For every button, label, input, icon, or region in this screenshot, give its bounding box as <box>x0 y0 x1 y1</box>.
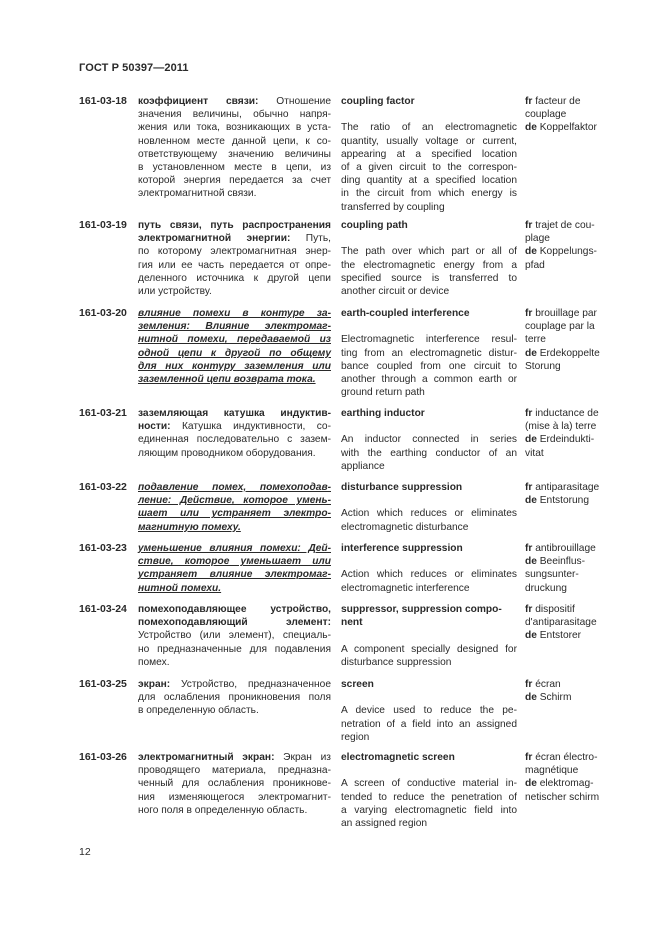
russian-text: Путь, <box>305 233 331 245</box>
english-line: tended to reduce the penetration of <box>341 791 517 803</box>
russian-line: проводящего материала, предназна- <box>138 765 331 777</box>
english-line: netration of a field into an assigned <box>341 718 517 730</box>
russian-line <box>138 407 331 420</box>
english-line: region <box>341 731 370 743</box>
english-line: appearing at a specified location <box>341 148 517 160</box>
english-line: A screen of conductive material in- <box>341 778 517 790</box>
term-number: 161-03-26 <box>79 751 127 763</box>
english-definition <box>341 307 517 399</box>
russian-line: единенная последовательно с зазем- <box>138 434 331 446</box>
equivalent-line <box>525 791 637 804</box>
russian-line <box>138 678 331 691</box>
language-code: de <box>525 122 537 134</box>
russian-text: Устройство (или элемент), специаль- <box>138 630 331 642</box>
russian-line: для ослабления проникновения поля <box>138 692 331 704</box>
english-line: another circuit or device <box>341 286 450 297</box>
english-term: suppressor, suppression compo- <box>341 604 502 615</box>
russian-definition <box>138 678 331 718</box>
russian-term: электромагнитной энергии: <box>138 233 291 245</box>
english-line: an assigned region <box>341 818 428 829</box>
equivalent-term: écran <box>535 679 561 690</box>
english-definition <box>341 407 517 473</box>
language-code: de <box>525 495 537 507</box>
equivalent-line <box>525 678 637 691</box>
equivalent-line <box>525 219 637 232</box>
russian-definition <box>138 481 331 534</box>
standard-header: ГОСТ Р 50397—2011 <box>79 62 189 74</box>
equivalent-line <box>525 629 637 642</box>
foreign-equivalents <box>525 603 637 643</box>
russian-line <box>138 751 331 764</box>
russian-line: в определенную область. <box>138 705 259 717</box>
spacer <box>341 232 517 245</box>
equivalent-term: Koppelfaktor <box>539 122 597 134</box>
equivalent-line <box>525 407 637 420</box>
russian-line: по которому электромагнитная энер- <box>138 246 331 258</box>
language-code: fr <box>525 408 533 419</box>
russian-text: Экран из <box>283 752 331 763</box>
term-number: 161-03-24 <box>79 603 127 615</box>
equivalent-line <box>525 542 637 555</box>
spacer <box>341 320 517 333</box>
page-number: 12 <box>79 846 91 858</box>
foreign-equivalents <box>525 481 637 507</box>
russian-line: или устройству. <box>138 286 212 298</box>
english-definition <box>341 603 517 669</box>
language-code: de <box>525 630 537 642</box>
english-line: The path over which part or all of <box>341 246 517 258</box>
equivalent-line <box>525 232 637 245</box>
russian-line: одной цепи к другой по общему <box>138 347 331 359</box>
language-code: fr <box>525 604 533 615</box>
equivalent-term: brouillage par <box>535 308 597 319</box>
russian-line: но предназначенные для подавления <box>138 643 331 655</box>
english-line: disturbance suppression <box>341 656 452 668</box>
english-line: Electromagnetic interference resul- <box>341 334 517 346</box>
equivalent-line <box>525 307 637 320</box>
language-code: fr <box>525 679 533 690</box>
equivalent-line <box>525 616 637 629</box>
english-term: earth-coupled interference <box>341 308 470 319</box>
english-line: A component specially designed for <box>341 643 517 655</box>
equivalent-term: inductance de <box>535 408 599 419</box>
equivalent-term: sungsunter- <box>525 569 579 581</box>
spacer <box>341 764 517 777</box>
equivalent-line <box>525 494 637 507</box>
equivalent-line <box>525 333 637 346</box>
equivalent-line <box>525 751 637 764</box>
english-definition <box>341 219 517 298</box>
equivalent-term: elektromag- <box>539 778 594 790</box>
equivalent-term: d'antiparasitage <box>525 617 597 629</box>
russian-line: подавление помех, помехоподав- <box>138 482 331 493</box>
english-definition <box>341 751 517 830</box>
term-number: 161-03-19 <box>79 219 127 231</box>
equivalent-line <box>525 568 637 581</box>
russian-definition <box>138 95 331 201</box>
russian-line: значения величины, обычно напря- <box>138 109 331 121</box>
equivalent-line <box>525 320 637 333</box>
language-code: fr <box>525 482 533 493</box>
spacer <box>341 494 517 507</box>
russian-line: устраняет влияние электромаг- <box>138 569 331 581</box>
russian-line: ного поля в определенную область. <box>138 804 308 816</box>
russian-line: нитной помехи. <box>138 582 222 594</box>
language-code: fr <box>525 96 533 107</box>
russian-definition <box>138 542 331 595</box>
russian-term: коэффициент связи: <box>138 96 259 107</box>
language-code: fr <box>525 308 533 319</box>
russian-line: заземленной цепи возврата тока. <box>138 374 316 386</box>
english-line: quantity, usually voltage or current, <box>341 135 517 147</box>
equivalent-term: Erdeinduktі- <box>539 434 595 446</box>
russian-definition <box>138 307 331 386</box>
equivalent-line <box>525 245 637 258</box>
english-line: another through a common earth or <box>341 374 517 385</box>
russian-text: Устройство, предназначенное <box>181 679 331 690</box>
russian-line: новленном месте данной цепи, к со- <box>138 135 331 147</box>
english-line: electromagnetic interference <box>341 582 470 594</box>
russian-line: гия или ее часть передается от опре- <box>138 259 331 271</box>
english-line: with the earthing conductor of an <box>341 447 517 459</box>
equivalent-term: Storung <box>525 360 561 372</box>
equivalent-term: magnétique <box>525 765 579 777</box>
language-code: fr <box>525 543 533 554</box>
language-code: de <box>525 778 537 790</box>
equivalent-line <box>525 433 637 446</box>
english-term: coupling factor <box>341 96 415 107</box>
russian-line: которой энергия передается за счет <box>138 175 331 187</box>
russian-line: жения или тока, возникающих в уста- <box>138 122 331 134</box>
russian-text: Катушка индуктивности, со- <box>181 421 331 433</box>
equivalent-term: couplage <box>525 109 567 121</box>
english-definition <box>341 678 517 744</box>
equivalent-line <box>525 108 637 121</box>
spacer <box>341 555 517 568</box>
spacer <box>341 629 517 642</box>
english-line: ground return path <box>341 387 425 399</box>
equivalent-term: Koppelungs- <box>539 246 597 258</box>
russian-term: помехоподавляющее устройство, <box>138 604 331 615</box>
equivalent-term: Schirm <box>539 692 572 704</box>
language-code: fr <box>525 220 533 231</box>
equivalent-line <box>525 764 637 777</box>
term-number: 161-03-22 <box>79 481 127 493</box>
english-definition <box>341 542 517 595</box>
equivalent-line <box>525 259 637 272</box>
russian-definition <box>138 751 331 817</box>
term-number: 161-03-18 <box>79 95 127 107</box>
english-line: in the circuit from which energy is <box>341 188 517 200</box>
equivalent-term: Beeinflus- <box>539 556 586 568</box>
equivalent-term: Entstorer <box>539 630 582 642</box>
foreign-equivalents <box>525 751 637 804</box>
russian-term: ности: <box>138 421 171 433</box>
russian-term: заземляющая катушка индуктив- <box>138 408 331 419</box>
russian-text: Отношение <box>276 96 331 107</box>
russian-line <box>138 232 331 245</box>
english-definition <box>341 95 517 214</box>
english-term: disturbance suppression <box>341 482 463 493</box>
russian-line: для них контуру заземления или <box>138 360 331 372</box>
equivalent-term: antibrouillage <box>535 543 596 554</box>
language-code: fr <box>525 752 533 763</box>
russian-term: помехоподавляющий элемент: <box>138 617 331 629</box>
english-line: electromagnetic disturbance <box>341 521 469 533</box>
english-term: screen <box>341 679 374 690</box>
english-line: The ratio of an electromagnetic <box>341 122 517 134</box>
russian-line: магнитную помеху. <box>138 521 241 533</box>
foreign-equivalents <box>525 307 637 373</box>
russian-line <box>138 616 331 642</box>
foreign-equivalents <box>525 678 637 704</box>
foreign-equivalents <box>525 542 637 595</box>
equivalent-line <box>525 481 637 494</box>
spacer <box>341 691 517 704</box>
russian-definition <box>138 219 331 298</box>
english-line: specified source is transferred to <box>341 272 517 284</box>
equivalent-line <box>525 691 637 704</box>
russian-term: экран: <box>138 679 171 690</box>
russian-line: ответствующему значению величины <box>138 148 331 160</box>
equivalent-line <box>525 121 637 134</box>
russian-line: электромагнитной связи. <box>138 188 257 200</box>
equivalent-line <box>525 360 637 373</box>
russian-line <box>138 219 331 232</box>
english-term: coupling path <box>341 220 408 231</box>
equivalent-term: terre <box>525 334 546 346</box>
equivalent-term: druckung <box>525 582 567 594</box>
equivalent-term: (mise à la) terre <box>525 421 597 433</box>
spacer <box>341 420 517 433</box>
russian-term: электромагнитный экран: <box>138 752 275 763</box>
term-number: 161-03-21 <box>79 407 127 419</box>
language-code: de <box>525 692 537 704</box>
equivalent-term: pfad <box>525 259 545 271</box>
english-term: interference suppression <box>341 543 463 554</box>
equivalent-term: trajet de cou- <box>535 220 595 231</box>
equivalent-line <box>525 777 637 790</box>
english-line: of a given circuit to the correspon- <box>341 162 517 173</box>
equivalent-term: Entstorung <box>539 495 590 507</box>
russian-line <box>138 420 331 433</box>
equivalent-line <box>525 603 637 616</box>
english-definition <box>341 481 517 534</box>
russian-term: путь связи, путь распространения <box>138 220 331 231</box>
english-line: Action which reduces or eliminates <box>341 508 517 520</box>
term-number: 161-03-23 <box>79 542 127 554</box>
english-line: transferred by coupling <box>341 201 445 213</box>
russian-definition <box>138 603 331 669</box>
spacer <box>341 108 517 121</box>
term-number: 161-03-25 <box>79 678 127 690</box>
english-term: earthing inductor <box>341 408 425 419</box>
english-line: A device used to reduce the pe- <box>341 705 517 717</box>
equivalent-line <box>525 420 637 433</box>
foreign-equivalents <box>525 407 637 460</box>
english-line: Action which reduces or eliminates <box>341 569 517 581</box>
russian-line: уменьшение влияния помехи: Дей- <box>138 543 331 554</box>
english-term: electromagnetic screen <box>341 752 455 763</box>
equivalent-line <box>525 95 637 108</box>
equivalent-line <box>525 447 637 460</box>
equivalent-term: couplage par la <box>525 321 595 333</box>
russian-line: влияние помехи в контуре за- <box>138 308 331 319</box>
english-line: a varying electromagnetic field into <box>341 804 517 816</box>
russian-line <box>138 95 331 108</box>
russian-line: деленного источника к другой цепи <box>138 272 331 284</box>
foreign-equivalents <box>525 95 637 135</box>
term-number: 161-03-20 <box>79 307 127 319</box>
english-line: ding quantity at a specified location <box>341 175 517 187</box>
equivalent-line <box>525 582 637 595</box>
russian-line: нитной помехи, передаваемой из <box>138 334 331 346</box>
russian-line: ление: Действие, которое умень- <box>138 495 331 507</box>
equivalent-term: vitat <box>525 447 544 459</box>
equivalent-term: facteur de <box>535 96 581 107</box>
equivalent-term: dispositif <box>535 604 575 615</box>
language-code: de <box>525 246 537 258</box>
russian-line: ляющим проводником оборудования. <box>138 447 316 459</box>
foreign-equivalents <box>525 219 637 272</box>
russian-line: земления: Влияние электромаг- <box>138 321 331 333</box>
russian-line: ствие, которое уменьшает или <box>138 556 331 568</box>
language-code: de <box>525 556 537 568</box>
russian-definition <box>138 407 331 460</box>
russian-line: ния изменяющегося электромагнит- <box>138 791 331 803</box>
equivalent-term: netischer schirm <box>525 791 600 803</box>
english-line: the electromagnetic energy from a <box>341 259 517 271</box>
english-line: An inductor connected in series <box>341 434 517 446</box>
equivalent-line <box>525 347 637 360</box>
english-line: bance coupled from one circuit to <box>341 360 517 372</box>
english-line: ting from an electromagnetic distur- <box>341 347 517 359</box>
equivalent-term: antiparasitage <box>535 482 600 493</box>
russian-line: ченный для ослабления проникнове- <box>138 778 331 790</box>
russian-line: помех. <box>138 656 170 668</box>
english-line: appliance <box>341 460 385 472</box>
equivalent-term: plage <box>525 233 550 245</box>
language-code: de <box>525 434 537 446</box>
equivalent-line <box>525 555 637 568</box>
language-code: de <box>525 347 537 359</box>
russian-line <box>138 603 331 616</box>
russian-line: в установленном месте в цепи, из <box>138 162 331 174</box>
equivalent-term: Erdekoppelte <box>539 347 600 359</box>
english-term: nent <box>341 617 363 629</box>
equivalent-term: écran électro- <box>535 752 598 763</box>
russian-line: шает или устраняет электро- <box>138 508 331 520</box>
